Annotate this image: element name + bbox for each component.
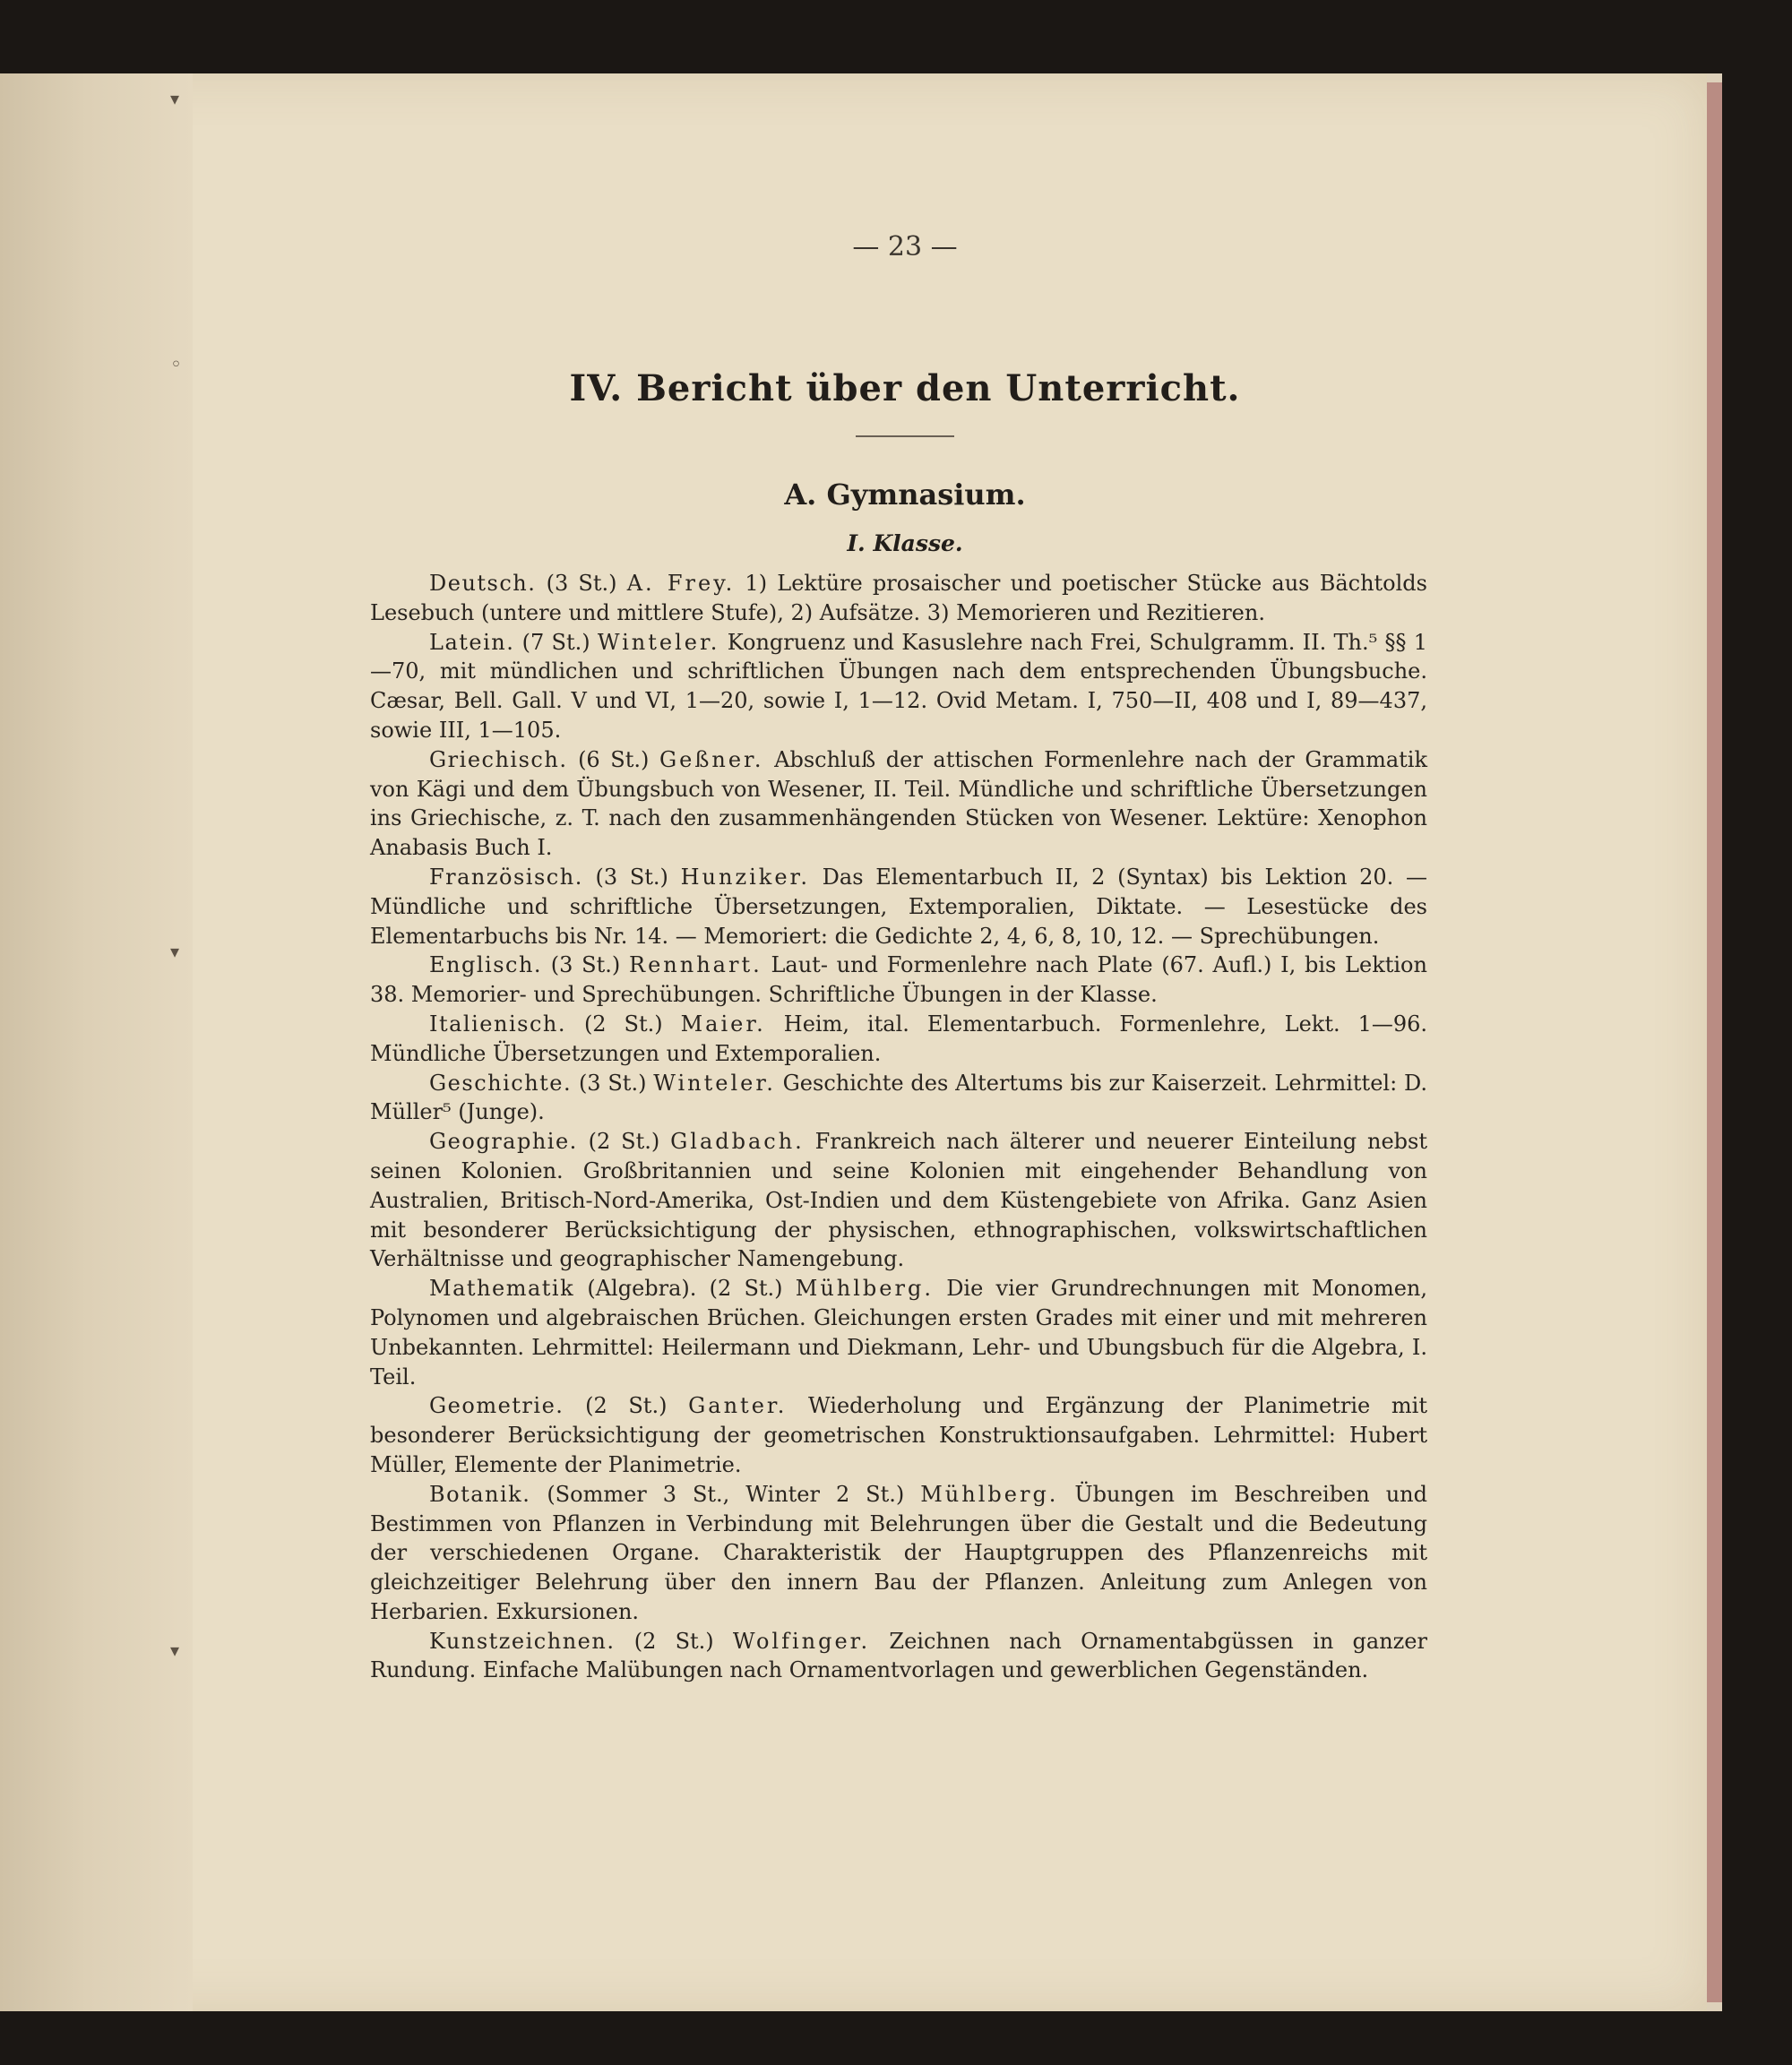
page-number: — 23 — [852,231,958,262]
subject-hours: (2 St.) [583,1011,663,1037]
subject-text: Das Elementarbuch II, 2 (Syntax) bis Lektion 20. — Mündliche und schriftliche Übersetzungen, Extemporalien, Diktate. — Lesestücke des Elementarbuchs bis Nr. 14. — Memoriert: die Gedichte 2, 4, 6, 8, 10, 12. — Sprechübungen. [370,864,1427,949]
subject-paragraph [370,1627,1427,1686]
subject-name: Latein. [429,629,515,655]
subject-name: Geographie. [429,1129,578,1155]
binding-mark-icon: ▾ [170,941,180,962]
class-heading: I. Klasse. [847,530,963,556]
subject-hours: (7 St.) [521,629,590,655]
section-heading: A. Gymnasium. [784,478,1026,512]
subject-paragraph [370,1391,1427,1479]
subject-paragraph [370,951,1427,1010]
teacher-name: Geßner. [659,746,764,772]
subject-text: 1) Lektüre prosaischer und poetischer Stücke aus Bächtolds Lesebuch (untere und mittlere Stufe), 2) Aufsätze. 3) Memorieren und Rezitieren. [370,571,1427,625]
subject-text: Frankreich nach älterer und neuerer Einteilung nebst seinen Kolonien. Großbritannien und seine Kolonien mit eingehender Behandlung von Australien, Britisch-Nord-Amerika, Ost-Indien und dem Küstengebiete von Afrika. Ganz Asien mit besonderer Berücksichtigung der physischen, ethnographischen, volkswirtschaftlichen Verhältnisse und geographischer Namengebung. [370,1129,1427,1272]
subject-paragraph [370,863,1427,951]
binding-mark-icon: ▾ [170,1639,180,1661]
subject-name: Griechisch. [429,746,568,772]
subject-paragraph [370,1069,1427,1128]
teacher-name: Wolfinger. [732,1628,871,1654]
subject-hours: (2 St.) [633,1628,714,1654]
subject-hours: (2 St.) [588,1129,660,1155]
binding-mark-icon: ▾ [170,88,180,109]
subject-paragraph [370,1480,1427,1627]
teacher-name: Winteler. [653,1070,776,1096]
teacher-name: Gladbach. [670,1129,805,1155]
subject-paragraph [370,1127,1427,1274]
subject-text: Geschichte des Altertums bis zur Kaiserzeit. Lehrmittel: D. Müller⁵ (Junge). [370,1070,1427,1125]
teacher-name: Rennhart. [629,952,762,978]
teacher-name: Maier. [680,1011,766,1037]
subject-hours: (3 St.) [578,1070,647,1096]
subject-text: Kongruenz und Kasuslehre nach Frei, Schulgramm. II. Th.⁵ §§ 1—70, mit mündlichen und schriftlichen Übungen nach dem entsprechenden Übungsbuche. Cæsar, Bell. Gall. V und VI, 1—20, sowie I, 1—12. Ovid Metam. I, 750—II, 408 und I, 89—437, sowie III, 1—105. [370,629,1428,743]
subject-name: Geometrie. [429,1393,564,1419]
subject-hours: (6 St.) [578,746,650,772]
page-edge-red [1707,82,1722,2002]
subject-name: Deutsch. [429,571,537,596]
book-gutter [0,73,193,2011]
teacher-name: Winteler. [597,629,720,655]
subject-hours: (3 St.) [550,952,621,978]
subject-text: Wiederholung und Ergänzung der Planimetrie mit besonderer Berücksichtigung der geometrischen Konstruktionsaufgaben. Lehrmittel: Hubert Müller, Elemente der Planimetrie. [370,1393,1427,1477]
teacher-name: Mühlberg. [920,1481,1059,1507]
subject-hours: (3 St.) [595,864,668,890]
subject-paragraph [370,1274,1427,1391]
teacher-name: A. Frey. [626,571,736,596]
subject-name: Mathematik [429,1276,575,1302]
subject-text: Die vier Grundrechnungen mit Monomen, Polynomen und algebraischen Brüchen. Gleichungen ersten Grades mit einer und mit mehreren Unbekannten. Lehrmittel: Heilermann und Diekmann, Lehr- und Ubungsbuch für die Algebra, I. Teil. [370,1276,1427,1390]
subject-name: Botanik. [429,1481,531,1507]
subject-hours: (Sommer 3 St., Winter 2 St.) [547,1481,905,1507]
subject-text: Abschluß der attischen Formenlehre nach der Grammatik von Kägi und dem Übungsbuch von Wesener, II. Teil. Mündliche und schriftliche Übersetzungen ins Griechische, z. T. nach den zusammenhängenden Stücken von Wesener. Lektüre: Xenophon Anabasis Buch I. [370,746,1427,861]
binding-hole-icon: ◦ [170,354,182,376]
teacher-name: Mühlberg. [795,1276,934,1302]
subject-name: Geschichte. [429,1070,573,1096]
subject-paragraph [370,569,1427,628]
chapter-title: IV. Bericht über den Unterricht. [569,367,1241,409]
subject-paragraph [370,1010,1427,1069]
report-body [370,569,1427,1685]
subject-text: Zeichnen nach Ornamentabgüssen in ganzer Rundung. Einfache Malübungen nach Ornamentvorlagen und gewerblichen Gegenständen. [370,1628,1427,1683]
teacher-name: Ganter. [688,1393,788,1419]
teacher-name: Hunziker. [680,864,810,890]
subject-name: Italienisch. [429,1011,566,1037]
subject-name: Englisch. [429,952,543,978]
subject-text: Übungen im Beschreiben und Bestimmen von Pflanzen in Verbindung mit Belehrungen über die Gestalt und die Bedeutung der verschiedenen Organe. Charakteristik der Hauptgruppen des Pflanzenreichs mit gleichzeitiger Belehrung über den innern Bau der Pflanzen. Anleitung zum Anlegen von Herbarien. Exkursionen. [370,1481,1427,1624]
subject-hours: (2 St.) [585,1393,668,1419]
subject-hours: (3 St.) [546,571,617,596]
title-divider [856,435,954,437]
subject-text: Laut- und Formenlehre nach Plate (67. Aufl.) I, bis Lektion 38. Memorier- und Sprechübungen. Schriftliche Übungen in der Klasse. [370,952,1427,1008]
subject-paragraph [370,745,1427,863]
subject-hours: (Algebra). (2 St.) [587,1276,783,1302]
subject-name: Kunstzeichnen. [429,1628,616,1654]
subject-paragraph [370,628,1427,745]
subject-text: Heim, ital. Elementarbuch. Formenlehre, Lekt. 1—96. Mündliche Übersetzungen und Extemporalien. [370,1011,1427,1066]
subject-name: Französisch. [429,864,583,890]
